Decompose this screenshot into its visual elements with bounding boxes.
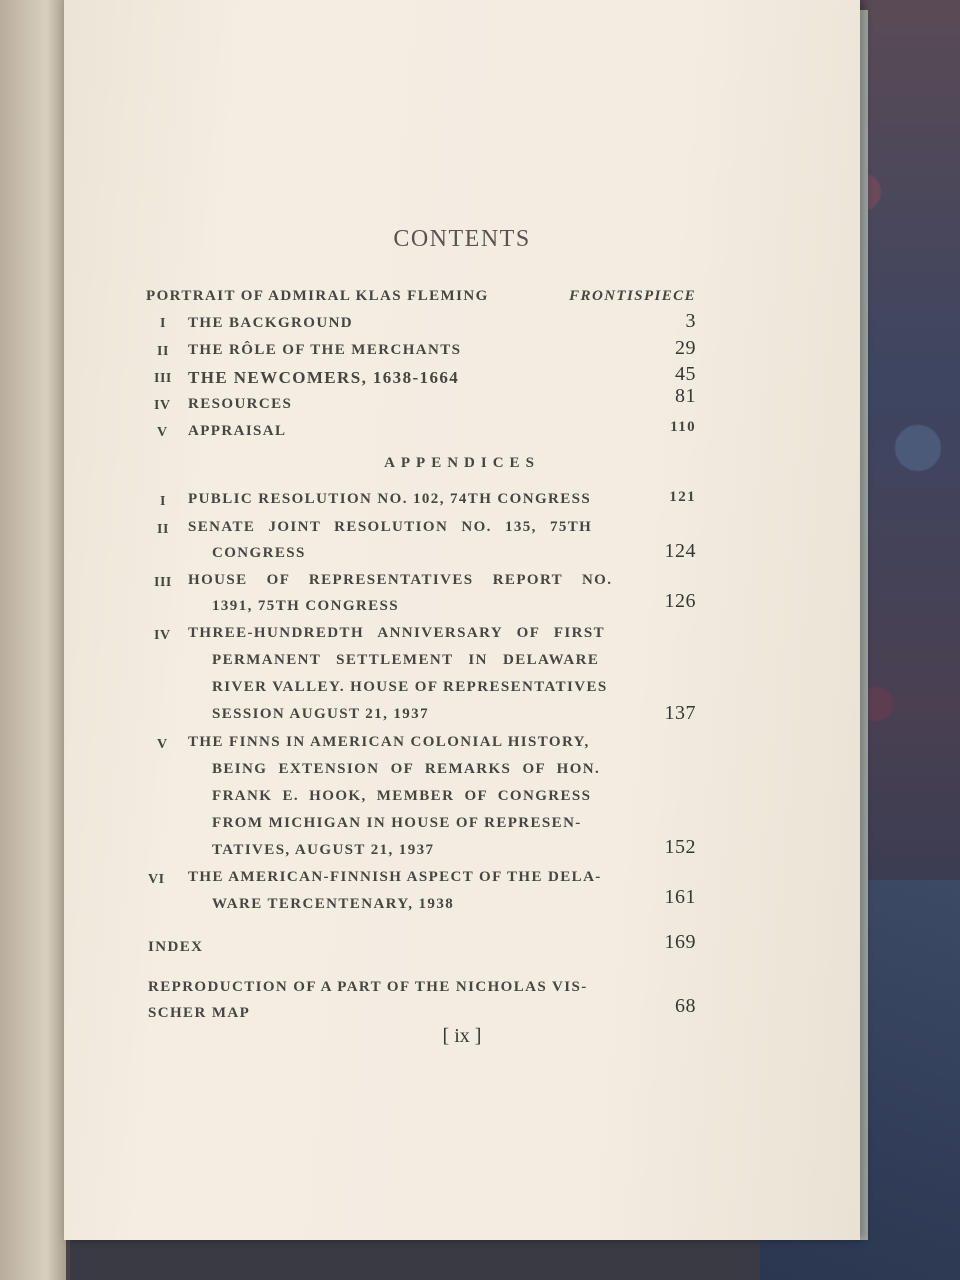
chapter-number: III bbox=[154, 371, 172, 386]
appendix-line: THREE-HUNDREDTH ANNIVERSARY OF FIRST bbox=[188, 625, 606, 641]
appendix-number: IV bbox=[154, 628, 171, 643]
appendix-number: II bbox=[157, 522, 169, 537]
chapter-number: II bbox=[157, 344, 169, 359]
chapter-title: APPRAISAL bbox=[188, 423, 287, 439]
appendix-line: HOUSE OF REPRESENTATIVES REPORT NO. bbox=[188, 572, 613, 588]
appendix-number: VI bbox=[148, 872, 165, 887]
appendix-page: 152 bbox=[664, 836, 696, 858]
appendix-line: PERMANENT SETTLEMENT IN DELAWARE bbox=[212, 652, 600, 668]
appendix-page: 121 bbox=[669, 489, 696, 505]
frontispiece-page: FRONTISPIECE bbox=[569, 288, 696, 304]
appendix-line: SESSION AUGUST 21, 1937 bbox=[212, 706, 429, 722]
map-line: SCHER MAP bbox=[148, 1005, 251, 1021]
page-title: CONTENTS bbox=[393, 226, 531, 252]
index-label: INDEX bbox=[148, 939, 204, 955]
appendix-page: 124 bbox=[664, 540, 696, 562]
chapter-page: 110 bbox=[670, 419, 696, 435]
appendix-number: V bbox=[157, 737, 168, 752]
chapter-page: 45 bbox=[675, 363, 696, 385]
appendix-line: 1391, 75TH CONGRESS bbox=[212, 598, 400, 614]
chapter-title: THE BACKGROUND bbox=[188, 315, 354, 331]
map-page: 68 bbox=[675, 995, 696, 1017]
chapter-page: 29 bbox=[675, 337, 696, 359]
book-page bbox=[64, 0, 860, 1240]
appendix-line: CONGRESS bbox=[212, 545, 306, 561]
appendix-line: SENATE JOINT RESOLUTION NO. 135, 75TH bbox=[188, 519, 593, 535]
chapter-title: THE RÔLE OF THE MERCHANTS bbox=[188, 342, 462, 358]
appendix-line: PUBLIC RESOLUTION NO. 102, 74TH CONGRESS bbox=[188, 491, 592, 507]
chapter-page: 81 bbox=[675, 385, 696, 407]
appendix-line: WARE TERCENTENARY, 1938 bbox=[212, 896, 455, 912]
facing-page-edge bbox=[0, 0, 66, 1280]
map-line: REPRODUCTION OF A PART OF THE NICHOLAS VIS- bbox=[148, 979, 588, 995]
chapter-title: THE NEWCOMERS, 1638-1664 bbox=[188, 368, 460, 387]
appendix-line: BEING EXTENSION OF REMARKS OF HON. bbox=[212, 761, 601, 777]
appendix-line: THE FINNS IN AMERICAN COLONIAL HISTORY, bbox=[188, 734, 590, 750]
chapter-number: V bbox=[157, 425, 168, 440]
appendix-line: FROM MICHIGAN IN HOUSE OF REPRESEN- bbox=[212, 815, 582, 831]
appendix-line: RIVER VALLEY. HOUSE OF REPRESENTATIVES bbox=[212, 679, 608, 695]
appendix-page: 137 bbox=[664, 702, 696, 724]
chapter-number: I bbox=[160, 316, 166, 331]
index-page: 169 bbox=[664, 931, 696, 953]
folio-page-number: [ ix ] bbox=[442, 1025, 482, 1047]
appendix-line: THE AMERICAN-FINNISH ASPECT OF THE DELA- bbox=[188, 869, 602, 885]
chapter-number: IV bbox=[154, 398, 171, 413]
appendix-line: FRANK E. HOOK, MEMBER OF CONGRESS bbox=[212, 788, 592, 804]
appendix-page: 126 bbox=[664, 590, 696, 612]
appendix-line: TATIVES, AUGUST 21, 1937 bbox=[212, 842, 435, 858]
chapter-page: 3 bbox=[685, 310, 696, 332]
appendix-number: I bbox=[160, 494, 166, 509]
appendices-heading: APPENDICES bbox=[384, 455, 540, 471]
appendix-page: 161 bbox=[664, 886, 696, 908]
chapter-title: RESOURCES bbox=[188, 396, 293, 412]
frontispiece-label: PORTRAIT OF ADMIRAL KLAS FLEMING bbox=[146, 288, 489, 304]
appendix-number: III bbox=[154, 575, 172, 590]
